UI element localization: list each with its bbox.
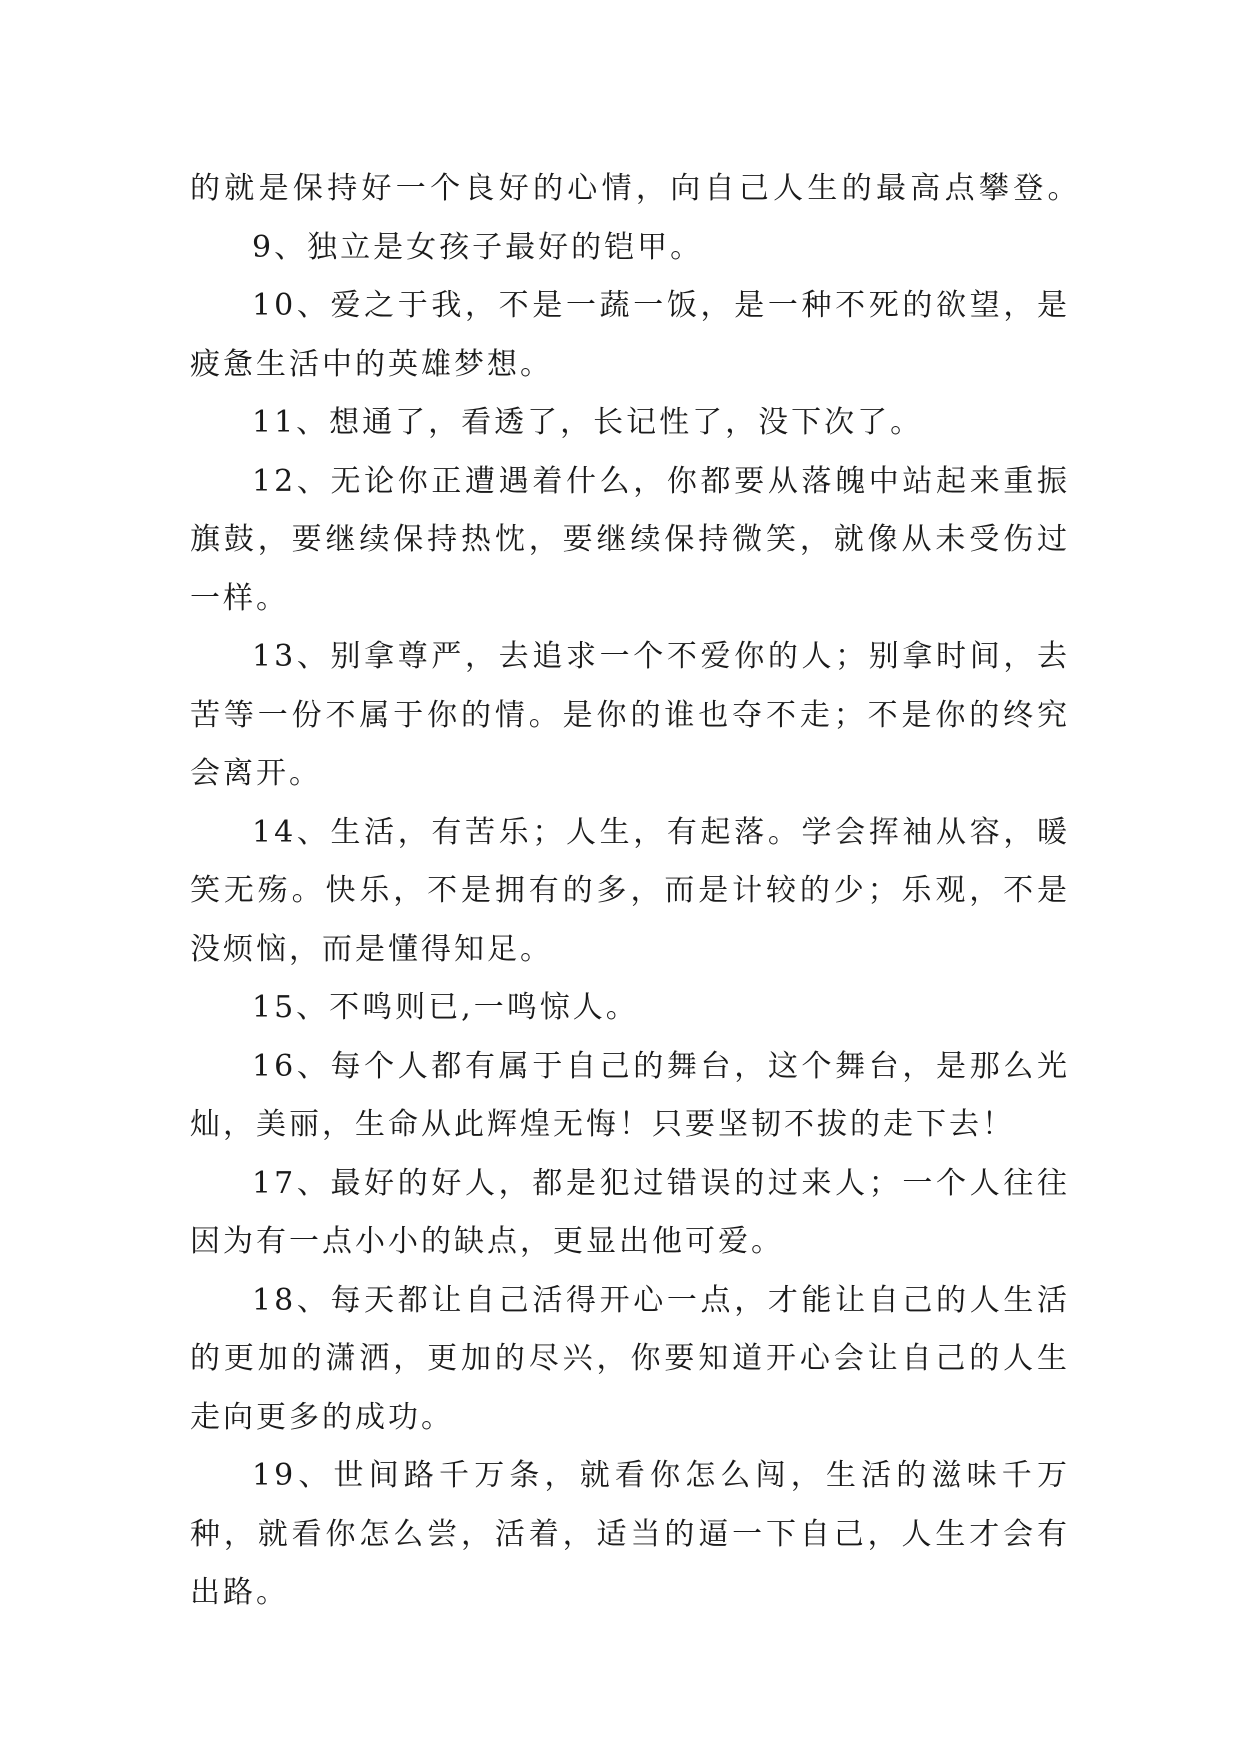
paragraph-item-15: 15、不鸣则已,一鸣惊人。 xyxy=(252,990,639,1025)
paragraph-item-18: 18、每天都让自己活得开心一点，才能让自己的人生活的更加的潇洒，更加的尽兴，你要知道开心会让自己的人生走向更多的成功。 xyxy=(190,1282,1070,1435)
paragraph-item-9: 9、独立是女孩子最好的铠甲。 xyxy=(252,229,704,265)
document-body xyxy=(190,160,1082,1623)
paragraph-continued: 的就是保持好一个良好的心情，向自己人生的最高点攀登。 xyxy=(190,171,1082,206)
paragraph-item-17: 17、最好的好人，都是犯过错误的过来人；一个人往往因为有一点小小的缺点，更显出他可爱。 xyxy=(190,1165,1070,1259)
paragraph-item-19: 19、世间路千万条，就看你怎么闯，生活的滋味千万种，就看你怎么尝，活着，适当的逼一下自己，人生才会有出路。 xyxy=(190,1458,1070,1610)
paragraph-item-16: 16、每个人都有属于自己的舞台，这个舞台，是那么光灿，美丽，生命从此辉煌无悔！只要坚韧不拔的走下去！ xyxy=(190,1048,1070,1142)
paragraph-item-11: 11、想通了，看透了，长记性了，没下次了。 xyxy=(252,405,924,440)
paragraph-item-12: 12、无论你正遭遇着什么，你都要从落魄中站起来重振旗鼓，要继续保持热忱，要继续保持微笑，就像从未受伤过一样。 xyxy=(190,463,1070,616)
paragraph-item-10: 10、爱之于我，不是一蔬一饭，是一种不死的欲望，是疲惫生活中的英雄梦想。 xyxy=(190,288,1070,382)
paragraph-item-14: 14、生活，有苦乐；人生，有起落。学会挥袖从容，暖笑无殇。快乐，不是拥有的多，而是计较的少；乐观，不是没烦恼，而是懂得知足。 xyxy=(190,814,1070,967)
paragraph-item-13: 13、别拿尊严，去追求一个不爱你的人；别拿时间，去苦等一份不属于你的情。是你的谁也夺不走；不是你的终究会离开。 xyxy=(190,639,1070,791)
